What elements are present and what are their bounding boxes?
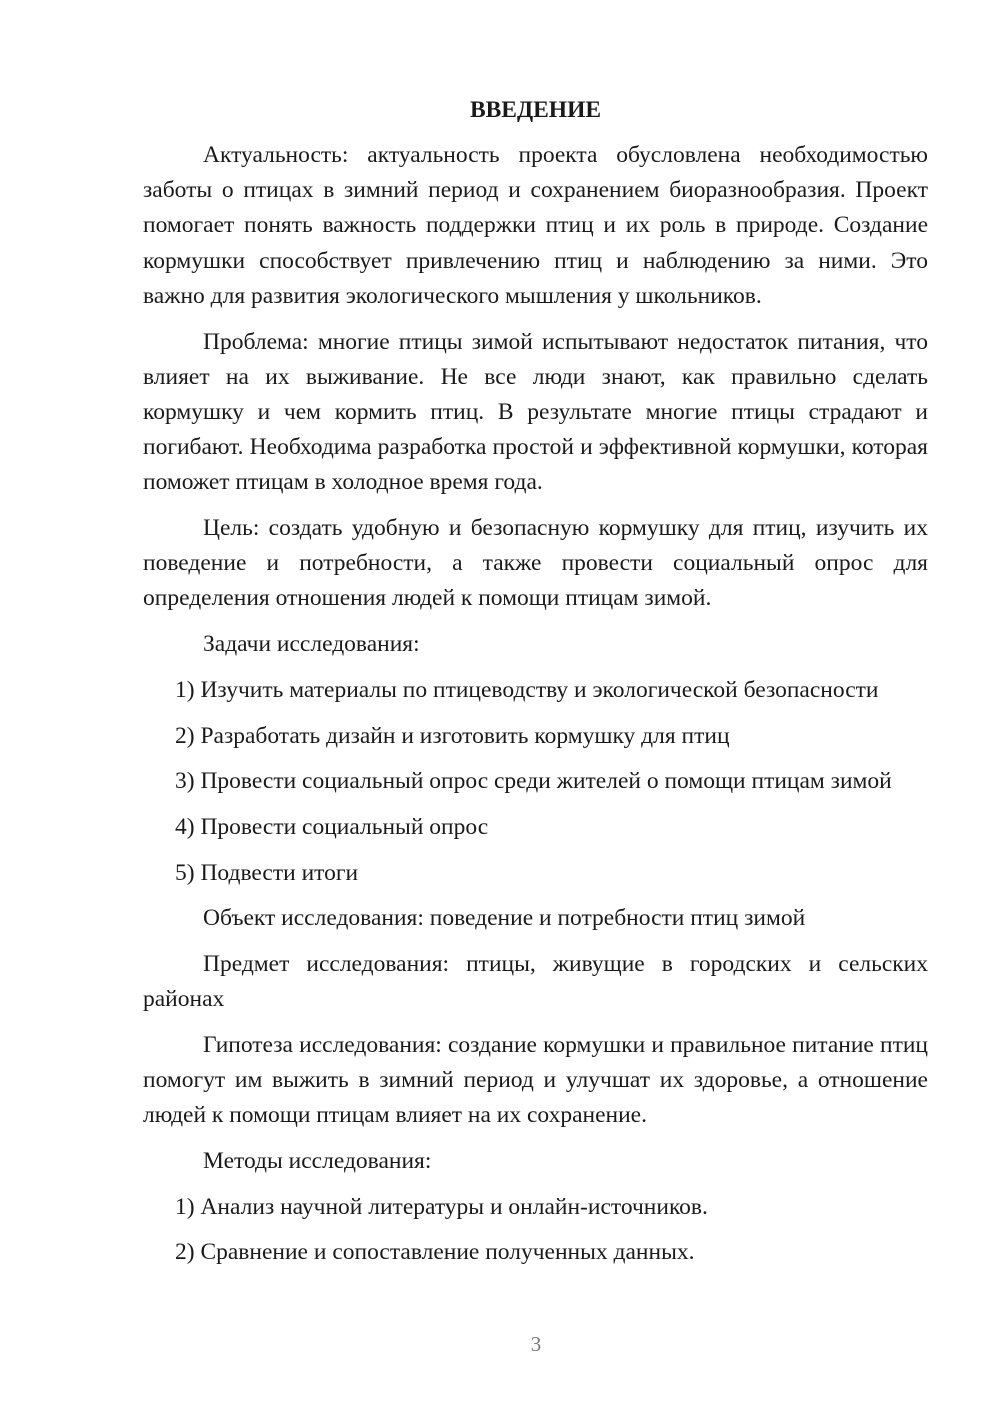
page-number: 3 (530, 1332, 542, 1356)
problem-paragraph: Проблема: многие птицы зимой испытывают недостаток питания, что влияет на их выживание. Не все люди знают, как правильно сделать кормушку и чем кормить птиц. В результате многие птицы страдают и погибают. Необходима разработка простой и эффективной кормушки, которая поможет птицам в холодное время года. (143, 328, 928, 496)
object-paragraph: Объект исследования: поведение и потребности птиц зимой (203, 905, 806, 932)
method-item: 1) Анализ научной литературы и онлайн-источников. (175, 1193, 708, 1220)
section-title: ВВЕДЕНИЕ (469, 97, 602, 123)
methods-heading: Методы исследования: (203, 1148, 432, 1175)
goal-paragraph: Цель: создать удобную и безопасную кормушку для птиц, изучить их поведение и потребности, а также провести социальный опрос для определения отношения людей к помощи птицам зимой. (143, 515, 928, 612)
hypothesis-paragraph: Гипотеза исследования: создание кормушки и правильное питание птиц помогут им выжить в зимний период и улучшат их здоровье, а отношение людей к помощи птицам влияет на их сохранение. (143, 1031, 928, 1129)
relevance-paragraph: Актуальность: актуальность проекта обусловлена необходимостью заботы о птицах в зимний период и сохранением биоразнообразия. Проект помогает понять важность поддержки птиц и их роль в природе. Создание кормушки способствует привлечению птиц и наблюдению за ними. Это важно для развития экологического мышления у школьников. (143, 142, 928, 309)
task-item: 1) Изучить материалы по птицеводству и экологической безопасности (175, 676, 879, 703)
task-item: 3) Провести социальный опрос среди жителей о помощи птицам зимой (175, 768, 892, 795)
task-item: 5) Подвести итоги (175, 859, 359, 886)
tasks-heading: Задачи исследования: (203, 631, 420, 658)
task-item: 4) Провести социальный опрос (175, 813, 489, 840)
subject-paragraph: Предмет исследования: птицы, живущие в городских и сельских районах (143, 951, 928, 1013)
task-item: 2) Разработать дизайн и изготовить кормушку для птиц (175, 722, 730, 749)
method-item: 2) Сравнение и сопоставление полученных данных. (175, 1239, 695, 1266)
page-content (143, 92, 928, 1271)
